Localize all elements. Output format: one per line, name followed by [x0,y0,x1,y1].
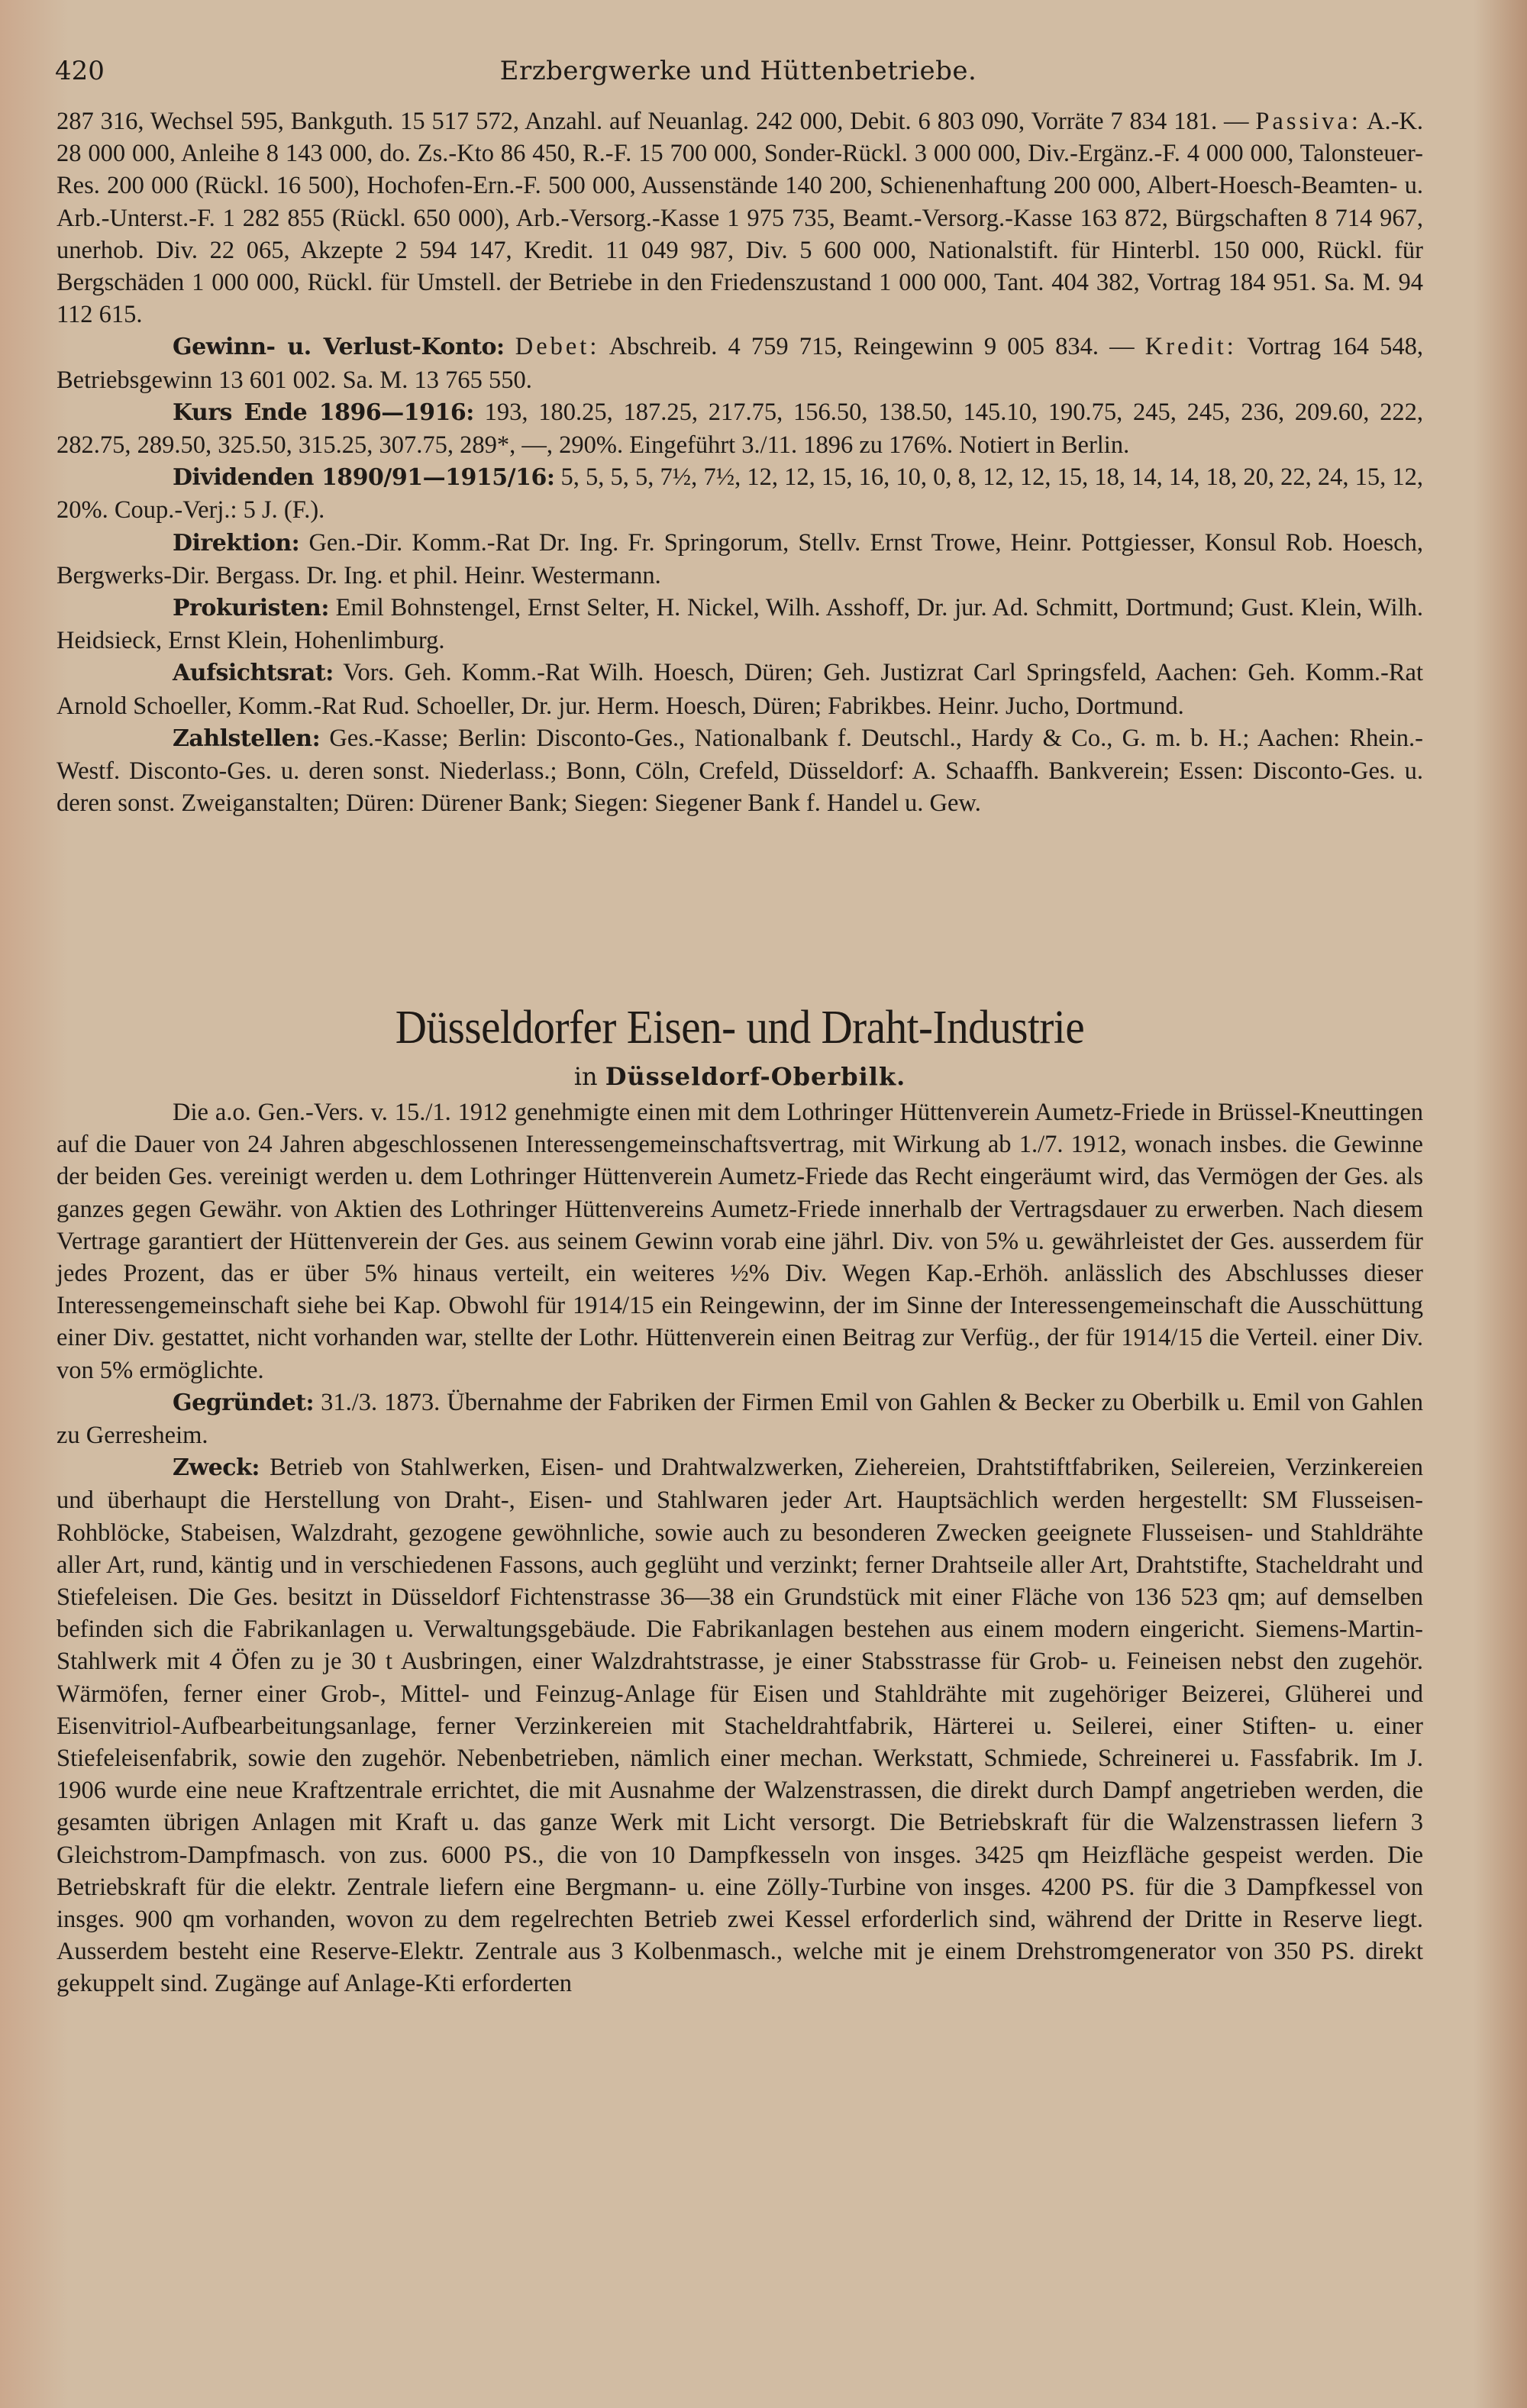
guv-paragraph [56,331,1423,395]
kurs-text: 193, 180.25, 187.25, 217.75, 156.50, 138.50, 145.10, 190.75, 245, 245, 236, 209.60, 222, 282.75, 289.50, 325.50, 315.25, 307.75, 289*, —, 290%. Eingeführt 3./11. 1896 zu 176%. Notiert in Berlin. [56,398,1423,460]
prokuristen-label: Prokuristen: [173,595,329,622]
aufsichtsrat-paragraph [56,657,1423,721]
page-number: 420 [55,56,105,86]
kurs-paragraph [56,396,1423,461]
guv-debet-label: Debet: [515,333,600,361]
gegruendet-paragraph [56,1386,1423,1451]
guv-kredit-text: Vortrag 164 548, Betriebsgewinn 13 601 002. Sa. M. 13 765 550. [56,333,1423,394]
bilanz-paragraph [56,105,1423,331]
bilanz-text: 287 316, Wechsel 595, Bankguth. 15 517 572, Anzahl. auf Neuanlag. 242 000, Debit. 6 803 090, Vorräte 7 834 181. — [56,108,1256,135]
gegruendet-label: Gegründet: [173,1389,315,1416]
zahlstellen-label: Zahlstellen: [173,725,321,752]
guv-kredit-label: Kredit: [1144,333,1237,361]
direktion-label: Direktion: [173,529,300,557]
zahlstellen-text: Ges.-Kasse; Berlin: Disconto-Ges., Nationalbank f. Deutschl., Hardy & Co., G. m. b. H.; Aachen: Rhein.-Westf. Disconto-Ges. u. deren sonst. Niederlass.; Bonn, Cöln, Crefeld, Düsseldorf: A. Schaaffh. Bankverein; Essen: Disconto-Ges. u. deren sonst. Zweiganstalten; Düren: Dürener Bank; Siegen: Siegener Bank f. Handel u. Gew. [56,724,1423,818]
page-header [55,52,1422,90]
passiva-text: A.-K. 28 000 000, Anleihe 8 143 000, do. Zs.-Kto 86 450, R.-F. 15 700 000, Sonder-Rückl. 3 000 000, Div.-Ergänz.-F. 4 000 000, Talonsteuer-Res. 200 000 (Rückl. 16 500), Hochofen-Ern.-F. 500 000, Aussenstände 140 200, Schienenhaftung 200 000, Albert-Hoesch-Beamten- u. Arb.-Unterst.-F. 1 282 855 (Rückl. 650 000), Arb.-Versorg.-Kasse 1 975 735, Beamt.-Versorg.-Kasse 163 872, Bürgschaften 8 714 967, unerhob. Div. 22 065, Akzepte 2 594 147, Kredit. 11 049 987, Div. 5 600 000, Nationalstift. für Hinterbl. 150 000, Rückl. für Bergschäden 1 000 000, Rückl. für Umstell. der Betriebe in den Friedenszustand 1 000 000, Tant. 404 382, Vortrag 184 951. Sa. M. 94 112 615. [56,108,1423,329]
aufsichtsrat-text: Vors. Geh. Komm.-Rat Wilh. Hoesch, Düren; Geh. Justizrat Carl Springsfeld, Aachen: Geh. Komm.-Rat Arnold Schoeller, Komm.-Rat Rud. Schoeller, Dr. jur. Herm. Hoesch, Düren; Fabrikbes. Heinr. Jucho, Dortmund. [56,659,1423,720]
direktion-paragraph [56,527,1423,592]
zweck-text: Betrieb von Stahlwerken, Eisen- und Drahtwalzwerken, Ziehereien, Drahtstiftfabriken, Seilereien, Verzinkereien und überhaupt die Herstellung von Draht-, Eisen- und Stahlwaren jeder Art. Hauptsächlich werden hergestellt: SM Flusseisen-Rohblöcke, Stabeisen, Walzdraht, gezogene gewöhnliche, sowie auch zu besonderen Zwecken geeignete Flusseisen- und Stahldrähte aller Art, rund, käntig und in verschiedenen Fassons, auch geglüht und verzinkt; ferner Drahtseile aller Art, Drahtstifte, Stacheldraht und Stiefeleisen. Die Ges. besitzt in Düsseldorf Fichtenstrasse 36—38 ein Grundstück mit einer Fläche von 136 523 qm; auf demselben befinden sich die Fabrikanlagen u. Verwaltungsgebäude. Die Fabrikanlagen bestehen aus einem modern eingericht. Siemens-Martin-Stahlwerk mit 4 Öfen zu je 30 t Ausbringen, einer Walzdrahtstrasse, je einer Stabsstrasse für Grob- u. Feineisen nebst den zugehör. Wärmöfen, ferner einer Grob-, Mittel- und Feinzug-Anlage für Eisen und Stahldrähte mit zugehöriger Beizerei, Glüherei und Eisenvitriol-Aufbearbeitungsanlage, ferner Verzinkereien mit Stacheldrahtfabrik, Härterei u. Seilerei, einer Stiften- u. einer Stiefeleisenfabrik, sowie den zugehör. Nebenbetrieben, nämlich einer mechan. Werkstatt, Schmiede, Schreinerei u. Fassfabrik. Im J. 1906 wurde eine neue Kraftzentrale errichtet, die mit Ausnahme der Walzenstrassen, die direkt durch Dampf angetrieben werden, die gesamten übrigen Anlagen mit Kraft u. das ganze Werk mit Licht versorgt. Die Betriebskraft für die Walzenstrassen liefern 3 Gleichstrom-Dampfmasch. von zus. 6000 PS., die von 10 Dampfkesseln von insges. 3425 qm Heizfläche gespeist werden. Die Betriebskraft für die elektr. Zentrale liefern eine Bergmann- u. eine Zölly-Turbine von insges. 4200 PS. für die 3 Dampfkessel von insges. 900 qm vorhanden, wovon zu dem regelrechten Betrieb zwei Kessel erforderlich sind, während der Dritte in Reserve liegt. Ausserdem besteht eine Reserve-Elektr. Zentrale aus 3 Kolbenmasch., welche mit je einem Drehstromgenerator von 350 PS. direkt gekuppelt sind. Zugänge auf Anlage-Kti erforderten [56,1454,1423,1998]
dividenden-text: 5, 5, 5, 5, 7½, 7½, 12, 12, 15, 16, 10, 0, 8, 12, 12, 15, 18, 14, 14, 18, 20, 22, 24, 15, 12, 20%. Coup.-Verj.: 5 J. (F.). [56,463,1423,525]
running-title: Erzbergwerke und Hüttenbetriebe. [499,56,977,86]
prokuristen-paragraph [56,592,1423,657]
kurs-label: Kurs Ende 1896—1916: [173,399,474,426]
company-location [56,1060,1423,1093]
prokuristen-text: Emil Bohnstengel, Ernst Selter, H. Nickel, Wilh. Asshoff, Dr. jur. Ad. Schmitt, Dortmund; Gust. Klein, Wilh. Heidsieck, Ernst Klein, Hohenlimburg. [56,594,1423,655]
guv-debet-text: Abschreib. 4 759 715, Reingewinn 9 005 834. — [599,333,1145,361]
dividenden-paragraph [56,461,1423,526]
passiva-label: Passiva: [1255,108,1361,135]
zahlstellen-paragraph [56,722,1423,820]
direktion-text: Gen.-Dir. Komm.-Rat Dr. Ing. Fr. Springorum, Stellv. Ernst Trowe, Heinr. Pottgiesser, Konsul Rob. Hoesch, Bergwerks-Dir. Bergass. Dr. Ing. et phil. Heinr. Westermann. [56,528,1423,589]
location-name: Düsseldorf-Oberbilk. [605,1062,906,1091]
aufsichtsrat-label: Aufsichtsrat: [173,660,334,687]
intro-paragraph: Die a.o. Gen.-Vers. v. 15./1. 1912 genehmigte einen mit dem Lothringer Hüttenverein Aumetz-Friede in Brüssel-Kneuttingen auf die Dauer von 24 Jahren abgeschlossenen Interessengemeinschaftsvertrag, mit Wirkung ab 1./7. 1912, wonach insbes. die Gewinne der beiden Ges. vereinigt werden u. dem Lothringer Hüttenverein Aumetz-Friede das Recht eingeräumt wird, das Vermögen der Ges. als ganzes gegen Gewähr. von Aktien des Lothringer Hüttenvereins Aumetz-Friede innerhalb der Vertragsdauer zu erwerben. Nach diesem Vertrage garantiert der Hüttenverein der Ges. aus seinem Gewinn vorab eine jährl. Div. von 5% u. gewährleistet der Ges. ausserdem für jedes Prozent, das er über 5% hinaus verteilt, ein weiteres ½% Div. Wegen Kap.-Erhöh. anlässlich des Abschlusses dieser Interessengemeinschaft siehe bei Kap. Obwohl für 1914/15 ein Reingewinn, der im Sinne der Interessengemeinschaft die Ausschüttung einer Div. gestattet, nicht vorhanden war, stellte der Lothr. Hüttenverein einen Beitrag zur Verfüg., der für 1914/15 die Verteil. einer Div. von 5% ermöglichte. [56,1099,1423,1384]
location-prefix: in [573,1062,598,1091]
company-entry [56,1096,1423,2000]
previous-entry [56,105,1423,819]
gegruendet-text: 31./3. 1873. Übernahme der Fabriken der Firmen Emil von Gahlen & Becker zu Oberbilk u. Emil von Gahlen zu Gerresheim. [56,1388,1423,1450]
company-title: Düsseldorfer Eisen- und Draht-Industrie [395,1002,1085,1054]
zweck-paragraph [56,1451,1423,2000]
guv-label: Gewinn- u. Verlust-Konto: [173,334,505,361]
zweck-label: Zweck: [173,1454,260,1482]
dividenden-label: Dividenden 1890/91—1915/16: [173,464,555,492]
